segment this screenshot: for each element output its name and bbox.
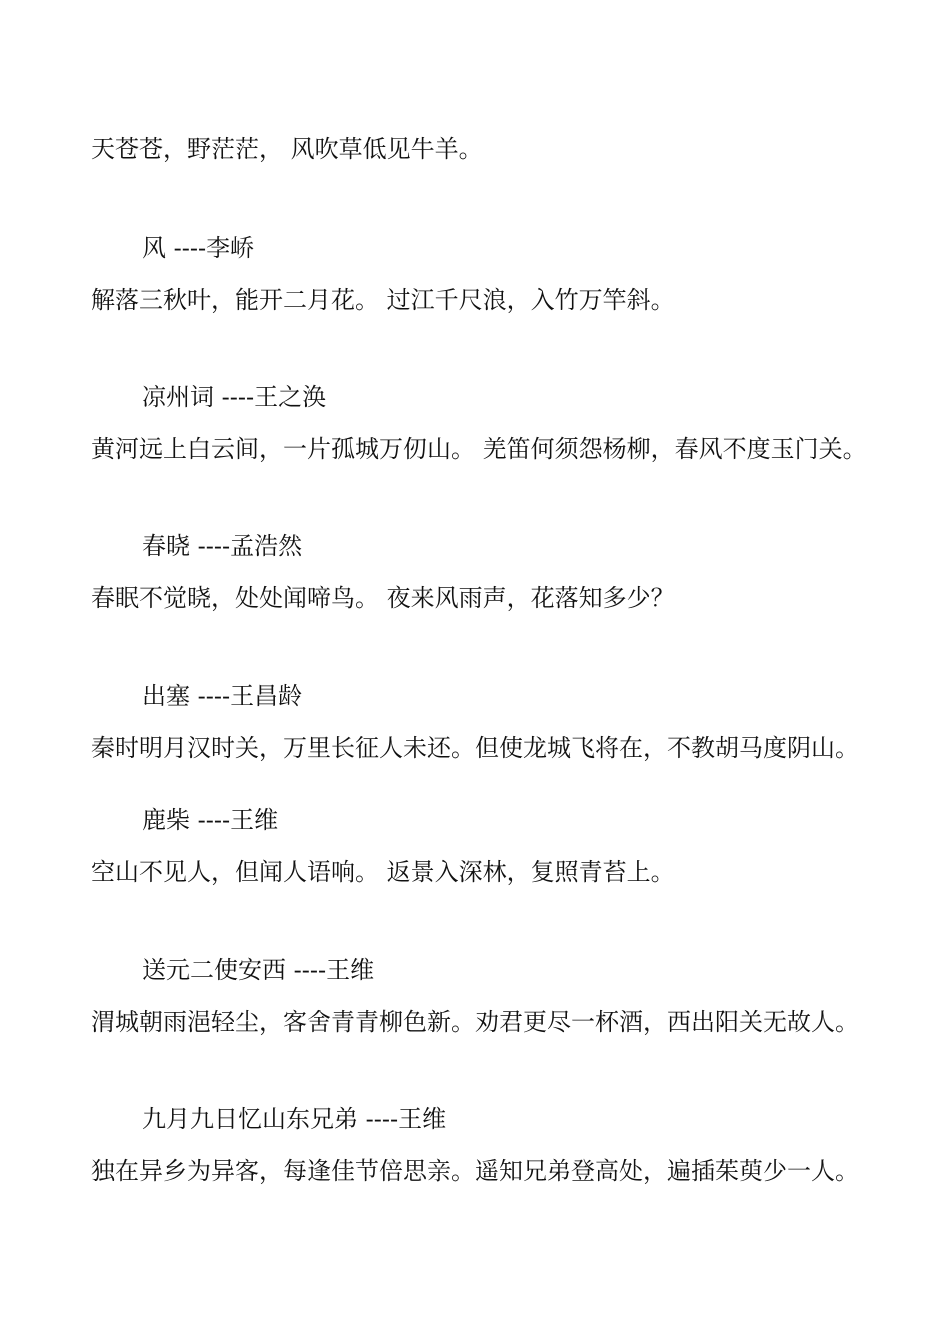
opening-line: 天苍苍，野茫茫， 风吹草低见牛羊。 — [91, 135, 483, 163]
poem-text: 秦时明月汉时关，万里长征人未还。但使龙城飞将在，不教胡马度阴山。 — [91, 734, 859, 762]
poem-title: 风 ----李峤 — [142, 234, 255, 262]
poem-title: 送元二使安西 ----王维 — [142, 956, 375, 984]
poem-title: 凉州词 ----王之涣 — [142, 383, 327, 411]
poem-text: 解落三秋叶，能开二月花。 过江千尺浪，入竹万竿斜。 — [91, 286, 675, 314]
poem-title: 出塞 ----王昌龄 — [142, 682, 303, 710]
poem-title: 九月九日忆山东兄弟 ----王维 — [142, 1105, 447, 1133]
poem-text: 独在异乡为异客，每逢佳节倍思亲。遥知兄弟登高处，遍插茱萸少一人。 — [91, 1157, 859, 1185]
poem-text: 黄河远上白云间，一片孤城万仞山。 羌笛何须怨杨柳，春风不度玉门关。 — [91, 435, 867, 463]
poem-text: 春眠不觉晓，处处闻啼鸟。 夜来风雨声，花落知多少？ — [91, 584, 675, 612]
poem-text: 空山不见人，但闻人语响。 返景入深林，复照青苔上。 — [91, 858, 675, 886]
poem-title: 春晓 ----孟浩然 — [142, 532, 303, 560]
poem-title: 鹿柴 ----王维 — [142, 806, 279, 834]
poem-text: 渭城朝雨浥轻尘，客舍青青柳色新。劝君更尽一杯酒，西出阳关无故人。 — [91, 1008, 859, 1036]
